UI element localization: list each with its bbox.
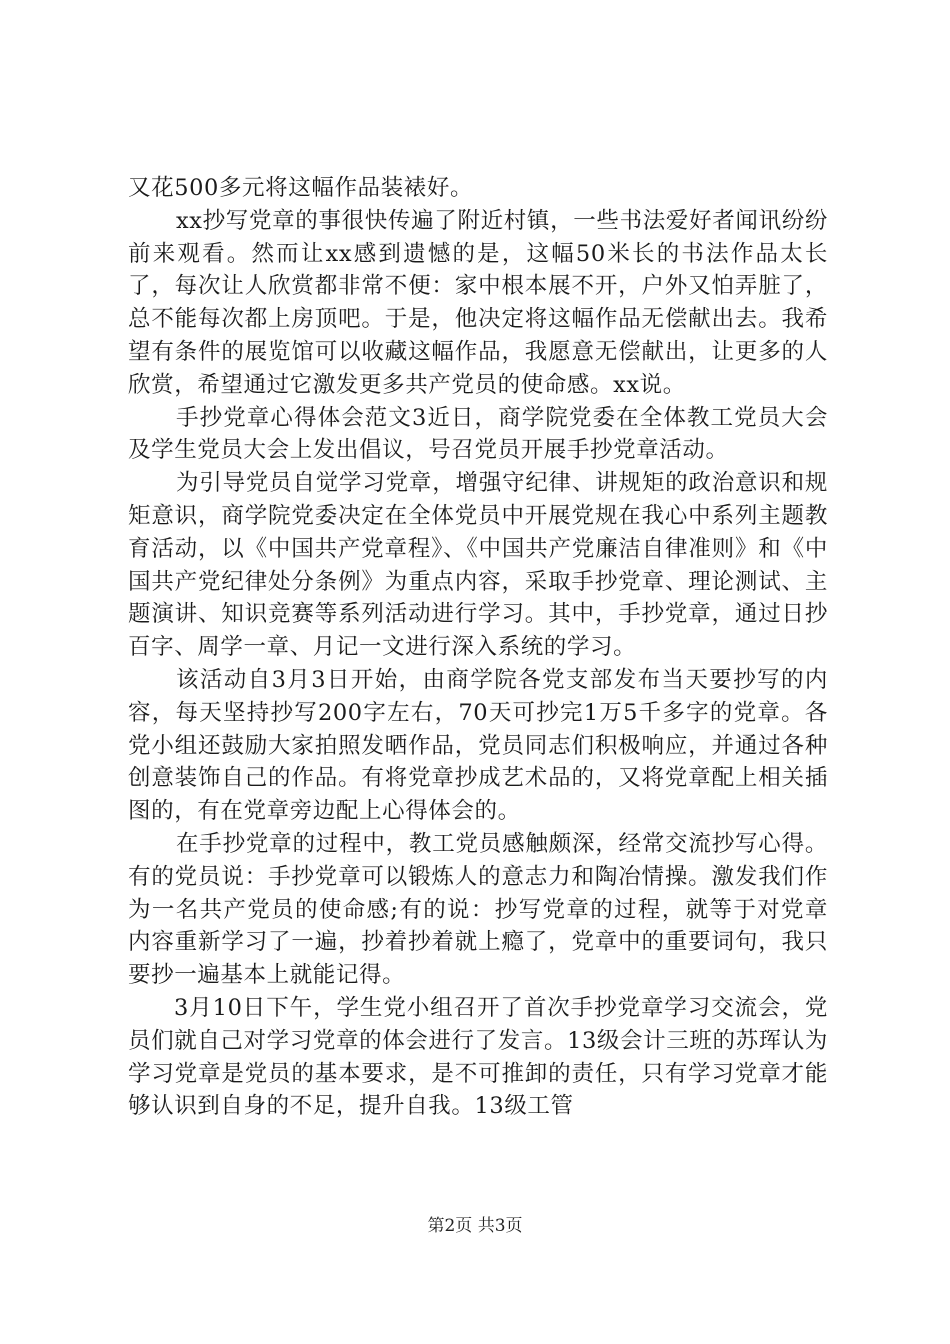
paragraph-7: 3月10日下午，学生党小组召开了首次手抄党章学习交流会，党员们就自己对学习党章的体会进行了发言。13级会计三班的苏珲认为学习党章是党员的基本要求，是不可推卸的责任，只有学习党章才能够认识到自身的不足，提升自我。13级工管 <box>128 994 828 1120</box>
paragraph-2: xx抄写党章的事很快传遍了附近村镇，一些书法爱好者闻讯纷纷前来观看。然而让xx感到遗憾的是，这幅50米长的书法作品太长了，每次让人欣赏都非常不便：家中根本展不开，户外又怕弄脏了，总不能每次都上房顶吧。于是，他决定将这幅作品无偿献出去。我希望有条件的展览馆可以收藏这幅作品，我愿意无偿献出，让更多的人欣赏，希望通过它激发更多共产党员的使命感。xx说。 <box>128 207 828 398</box>
paragraph-6: 在手抄党章的过程中，教工党员感触颇深，经常交流抄写心得。有的党员说：手抄党章可以锻炼人的意志力和陶冶情操。激发我们作为一名共产党员的使命感;有的说：抄写党章的过程，就等于对党章内容重新学习了一遍，抄着抄着就上瘾了，党章中的重要词句，我只要抄一遍基本上就能记得。 <box>128 830 828 989</box>
paragraph-3: 手抄党章心得体会范文3近日，商学院党委在全体教工党员大会及学生党员大会上发出倡议，号召党员开展手抄党章活动。 <box>128 404 828 464</box>
page-indicator: 第2页 共3页 <box>427 1216 523 1236</box>
document-body <box>128 172 828 1123</box>
page-footer <box>0 1216 950 1236</box>
paragraph-1: 又花500多元将这幅作品装裱好。 <box>128 175 474 201</box>
paragraph-4: 为引导党员自觉学习党章，增强守纪律、讲规矩的政治意识和规矩意识，商学院党委决定在全体党员中开展党规在我心中系列主题教育活动，以《中国共产党章程》、《中国共产党廉洁自律准则》和《中国共产党纪律处分条例》为重点内容，采取手抄党章、理论测试、主题演讲、知识竞赛等系列活动进行学习。其中，手抄党章，通过日抄百字、周学一章、月记一文进行深入系统的学习。 <box>128 470 828 661</box>
paragraph-5: 该活动自3月3日开始，由商学院各党支部发布当天要抄写的内容，每天坚持抄写200字左右，70天可抄完1万5千多字的党章。各党小组还鼓励大家拍照发晒作品，党员同志们积极响应，并通过各种创意装饰自己的作品。有将党章抄成艺术品的，又将党章配上相关插图的，有在党章旁边配上心得体会的。 <box>128 666 828 825</box>
